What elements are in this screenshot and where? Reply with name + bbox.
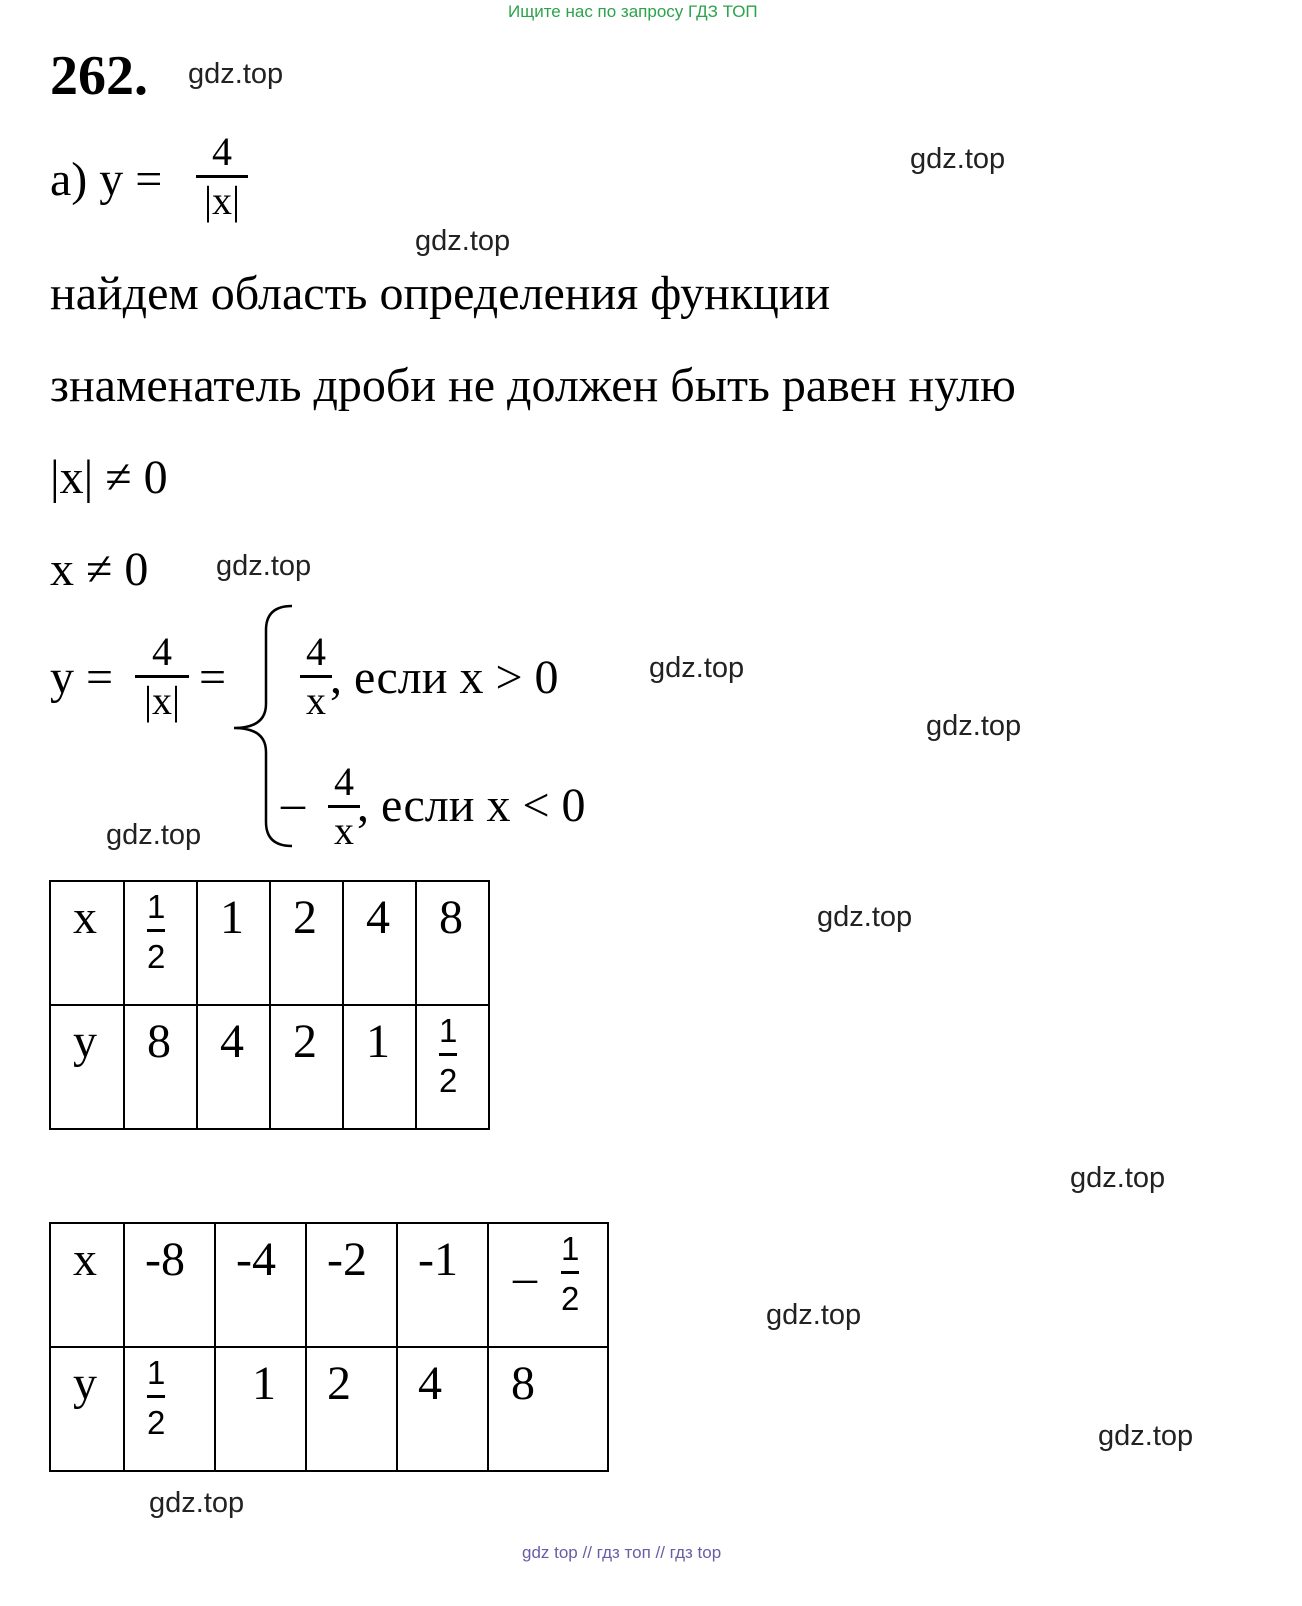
fraction-denominator: |x| [203,178,240,223]
problem-number: 262. [50,45,148,107]
fraction-numerator: 4 [152,629,172,674]
case2-condition: , если x < 0 [357,779,586,832]
cell-fraction: 1 2 [439,1012,458,1099]
table-header-x: x [50,1223,124,1347]
table-cell: 1 [343,1005,416,1129]
piecewise-equals: = [199,651,227,704]
table-row-x [50,881,489,1005]
fraction-denominator: x [306,678,326,723]
table-cell: 2 [270,1005,343,1129]
watermark: gdz.top [106,819,202,851]
table-row-y [50,1347,608,1471]
cell-fraction: 1 2 [147,1354,166,1441]
fraction-denominator: |x| [143,678,180,723]
table-cell: -1 [397,1223,488,1347]
table-cell: 8 [488,1347,608,1471]
table-cell: 1 [215,1347,306,1471]
table-cell: 8 [416,881,489,1005]
table-cell: -4 [215,1223,306,1347]
watermark: gdz.top [149,1487,245,1519]
value-table-positive [49,880,490,1130]
table-header-y: y [50,1005,124,1129]
case1-condition: , если x > 0 [330,651,559,704]
watermark: gdz.top [926,710,1022,742]
table-cell: 8 [124,1005,197,1129]
abs-neq-line: |x| ≠ 0 [50,451,168,504]
case2-minus: – [281,777,305,830]
fraction-numerator: 4 [306,629,326,674]
table-cell: 2 [306,1347,397,1471]
top-banner: Ищите нас по запросу ГДЗ ТОП [508,2,758,21]
table-cell [416,1005,489,1129]
minus-sign: – [513,1251,537,1304]
fraction-denominator: x [334,808,354,853]
table-cell: -2 [306,1223,397,1347]
domain-line: найдем область определения функции [50,267,831,320]
fraction-numerator: 4 [334,759,354,804]
x-neq-line: x ≠ 0 [50,543,149,596]
table-cell: 4 [343,881,416,1005]
value-table-negative [49,1222,609,1472]
watermark: gdz.top [649,652,745,684]
table-cell: 4 [397,1347,488,1471]
cell-fraction: 1 2 [147,888,166,975]
watermark: gdz.top [415,225,511,257]
table-header-x: x [50,881,124,1005]
table-cell: 1 [197,881,270,1005]
watermark: gdz.top [1070,1162,1166,1194]
piecewise-lhs-fraction [135,629,189,723]
watermark: gdz.top [1098,1420,1194,1452]
cell-fraction: 1 2 [561,1230,580,1317]
table-cell: -8 [124,1223,215,1347]
table-row-x [50,1223,608,1347]
table-cell: 4 [197,1005,270,1129]
table-cell: 2 [270,881,343,1005]
watermark: gdz.top [910,143,1006,175]
watermark: gdz.top [216,550,312,582]
part-a-label: а) y = [50,153,163,206]
footer-links: gdz top // гдз топ // гдз top [522,1543,722,1562]
table-cell [488,1223,608,1347]
table-cell [124,881,197,1005]
table-header-y: y [50,1347,124,1471]
watermark: gdz.top [817,901,913,933]
denominator-line: знаменатель дроби не должен быть равен нулю [50,359,1016,412]
case2-fraction [328,759,360,853]
part-a-fraction [196,129,248,223]
fraction-numerator: 4 [212,129,232,174]
case1-fraction [300,629,332,723]
watermark: gdz.top [188,58,284,90]
watermark: gdz.top [766,1299,862,1331]
piecewise-lhs: y = [50,651,114,704]
table-row-y [50,1005,489,1129]
table-cell [124,1347,215,1471]
